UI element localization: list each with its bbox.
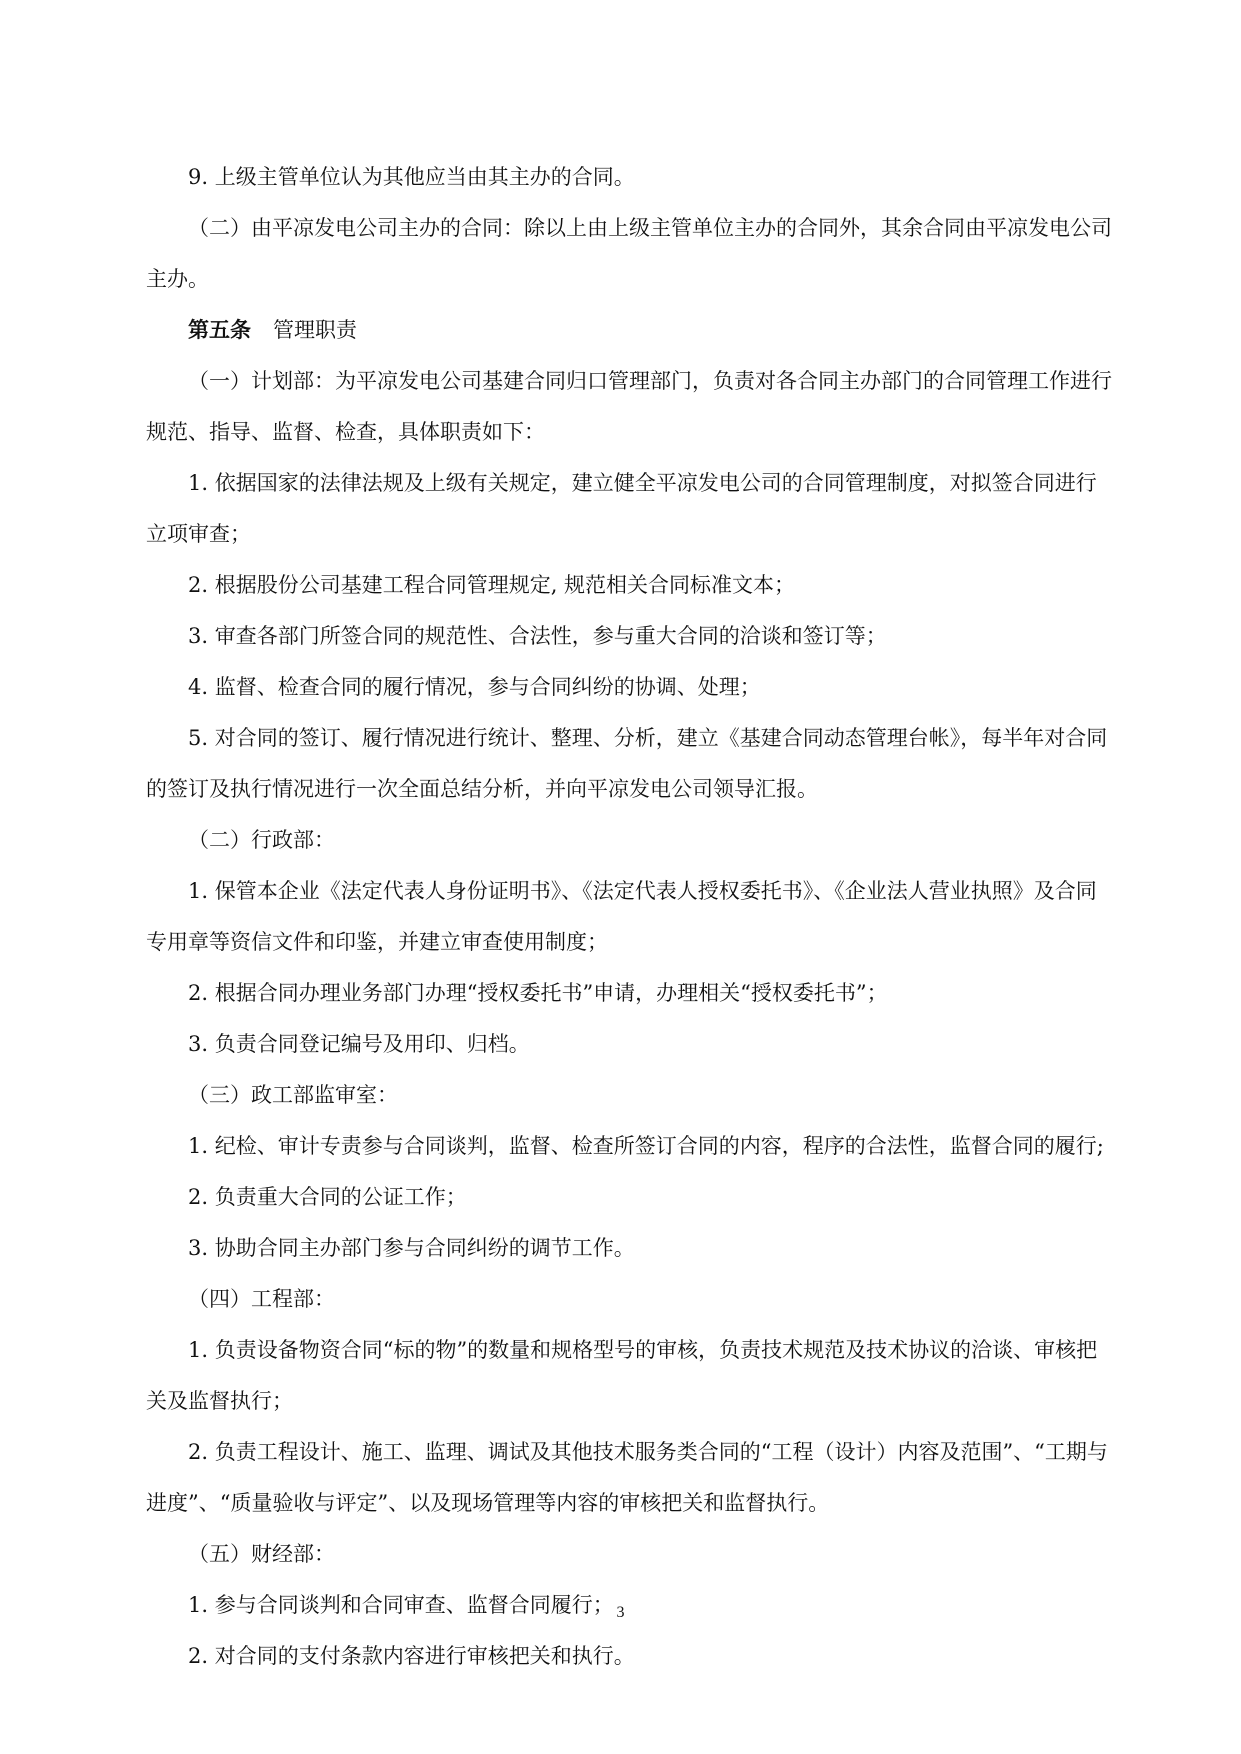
paragraph: 3. 协助合同主办部门参与合同纠纷的调节工作。 [188, 1236, 635, 1260]
paragraph: 1. 保管本企业《法定代表人身份证明书》、《法定代表人授权委托书》、《企业法人营业执照》及合同专用章等资信文件和印鉴，并建立审查使用制度； [146, 879, 1097, 954]
paragraph: 2. 对合同的支付条款内容进行审核把关和执行。 [188, 1644, 635, 1668]
paragraph: （二）行政部： [188, 828, 335, 852]
article-heading [146, 305, 1116, 356]
paragraph: 1. 负责设备物资合同“标的物”的数量和规格型号的审核，负责技术规范及技术协议的洽谈、审核把关及监督执行； [146, 1338, 1098, 1413]
paragraph: （四）工程部： [188, 1287, 335, 1311]
article-title: 管理职责 [273, 318, 357, 342]
paragraph: 2. 根据合同办理业务部门办理“授权委托书”申请，办理相关“授权委托书”； [188, 981, 888, 1005]
paragraph: （三）政工部监审室： [188, 1083, 398, 1107]
paragraph: 3. 审查各部门所签合同的规范性、合法性，参与重大合同的洽谈和签订等； [188, 624, 887, 648]
paragraph: 5. 对合同的签订、履行情况进行统计、整理、分析，建立《基建合同动态管理台帐》，每半年对合同的签订及执行情况进行一次全面总结分析，并向平凉发电公司领导汇报。 [146, 726, 1108, 801]
document-body [146, 152, 1116, 1682]
paragraph: （一）计划部：为平凉发电公司基建合同归口管理部门，负责对各合同主办部门的合同管理工作进行规范、指导、监督、检查，具体职责如下： [146, 369, 1112, 444]
paragraph: 1. 参与合同谈判和合同审查、监督合同履行； [188, 1593, 614, 1617]
paragraph: 1. 纪检、审计专责参与合同谈判，监督、检查所签订合同的内容，程序的合法性，监督合同的履行; [188, 1134, 1104, 1158]
paragraph: 2. 负责工程设计、施工、监理、调试及其他技术服务类合同的“工程（设计）内容及范围”、“工期与进度”、“质量验收与评定”、以及现场管理等内容的审核把关和监督执行。 [146, 1440, 1108, 1515]
paragraph: 2. 根据股份公司基建工程合同管理规定, 规范相关合同标准文本； [188, 573, 796, 597]
paragraph: 2. 负责重大合同的公证工作； [188, 1185, 467, 1209]
paragraph: 3. 负责合同登记编号及用印、归档。 [188, 1032, 530, 1056]
paragraph: 4. 监督、检查合同的履行情况，参与合同纠纷的协调、处理； [188, 675, 761, 699]
paragraph: （二）由平凉发电公司主办的合同：除以上由上级主管单位主办的合同外，其余合同由平凉发电公司主办。 [146, 216, 1112, 291]
paragraph: 1. 依据国家的法律法规及上级有关规定，建立健全平凉发电公司的合同管理制度，对拟签合同进行立项审查； [146, 471, 1097, 546]
page-number: 3 [616, 1604, 625, 1621]
article-label: 第五条 [188, 318, 251, 342]
paragraph: （五）财经部： [188, 1542, 335, 1566]
paragraph: 9. 上级主管单位认为其他应当由其主办的合同。 [188, 165, 635, 189]
